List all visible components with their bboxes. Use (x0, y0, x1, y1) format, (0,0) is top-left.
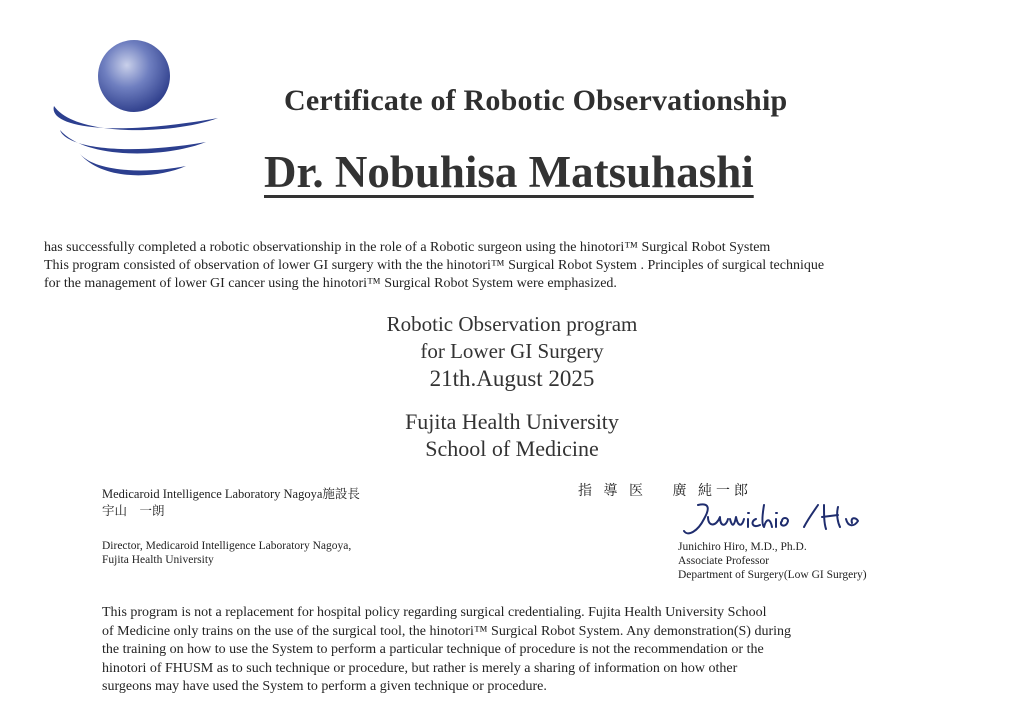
program-line: Robotic Observation program (386, 312, 638, 336)
completion-statement (44, 239, 1014, 293)
globe-swoosh-logo-icon (46, 38, 226, 188)
certificate-title: Certificate of Robotic Observationship (284, 84, 788, 117)
left-signatory-role: Director, Medicaroid Intelligence Laboratory Nagoya, (102, 540, 352, 552)
handwritten-signature (678, 497, 868, 543)
left-signatory-name: 宇山 一朗 (102, 504, 165, 518)
university-line: School of Medicine (425, 436, 599, 461)
university-line: Fujita Health University (405, 409, 619, 434)
statement-line: has successfully completed a robotic observationship in the role of a Robotic surgeon using the hinotori™ Surgical Robot System (44, 240, 771, 255)
program-date: 21th.August 2025 (429, 366, 595, 391)
disclaimer-line: the training on how to use the System to perform a particular technique of procedure is not the recommendation or the (102, 642, 764, 657)
disclaimer-line: surgeons may have used the System to perform a given technique or procedure. (102, 679, 547, 694)
university-name (0, 408, 1024, 462)
left-signatory-title: Medicaroid Intelligence Laboratory Nagoya施設長 (102, 487, 360, 501)
statement-line: This program consisted of observation of lower GI surgery with the the hinotori™ Surgical Robot System . Principles of surgical technique (44, 258, 825, 273)
disclaimer-line: hinotori of FHUSM as to such technique or procedure, but rather is merely a sharing of information on how other (102, 660, 738, 676)
disclaimer-line: This program is not a replacement for hospital policy regarding surgical credentialing. Fujita Health University School (102, 605, 767, 620)
right-signatory-name: Junichiro Hiro, M.D., Ph.D. (678, 541, 807, 553)
disclaimer-text (102, 604, 982, 697)
recipient-name: Dr. Nobuhisa Matsuhashi (264, 147, 754, 197)
right-signatory (678, 540, 867, 582)
program-name (0, 311, 1024, 365)
left-signatory-org: Fujita Health University (102, 554, 214, 566)
right-signatory-role: Associate Professor (678, 555, 770, 567)
statement-line: for the management of lower GI cancer using the hinotori™ Surgical Robot System were emphasized. (44, 276, 617, 291)
program-line: for Lower GI Surgery (420, 339, 604, 363)
right-signatory-dept: Department of Surgery(Low GI Surgery) (678, 569, 867, 581)
left-signatory (102, 487, 360, 567)
disclaimer-line: of Medicine only trains on the use of the surgical tool, the hinotori™ Surgical Robot System. Any demonstration(S) during (102, 623, 792, 639)
supervisor-title: 指 導 医 廣 純一郎 (578, 484, 752, 499)
